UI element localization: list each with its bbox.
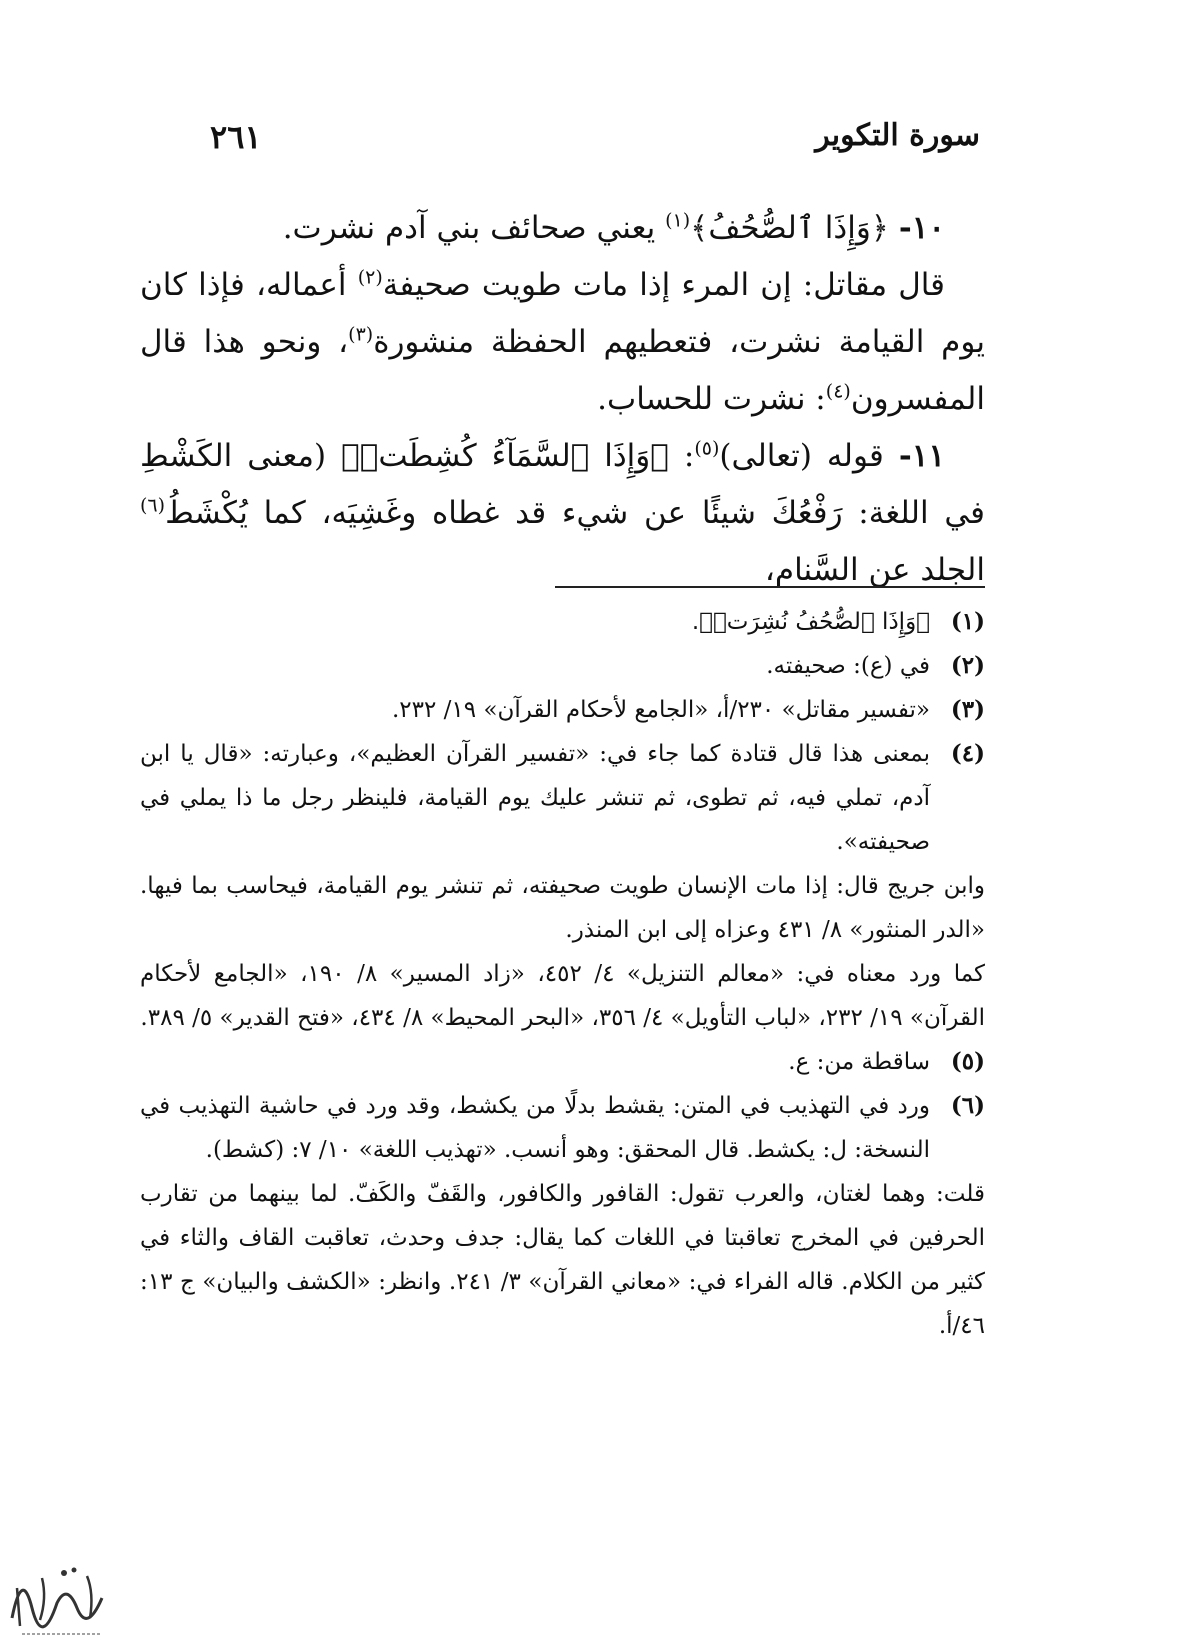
body-text: أعماله، فإذا كان يوم القيامة نشرت، فتعطيهم الحفظة منشورة bbox=[140, 267, 985, 360]
footnote-marker: (١) bbox=[950, 608, 985, 635]
verse-11-paragraph bbox=[140, 428, 985, 599]
footnote-divider bbox=[555, 586, 985, 588]
footnote-4 bbox=[140, 732, 985, 864]
footnote-5 bbox=[140, 1040, 985, 1084]
footnote-ref[interactable]: (١) bbox=[665, 209, 691, 232]
verse-10-paragraph bbox=[140, 200, 985, 257]
footnote-ref[interactable]: (٥) bbox=[694, 437, 720, 460]
footnote-marker: (٣) bbox=[950, 696, 985, 723]
footnote-text: في (ع): صحيفته. bbox=[766, 653, 930, 679]
quran-quote: ﴿وَإِذَا ٱلصُّحُفُ﴾ bbox=[690, 210, 889, 246]
body-text: : نشرت للحساب. bbox=[597, 381, 826, 417]
footnote-text: ورد في التهذيب في المتن: يقشط بدلًا من يكشط، وقد ورد في حاشية التهذيب في النسخة: ل: يكشط. قال المحقق: وهو أنسب. «تهذيب اللغة» ١٠/ ٧: (كشط). bbox=[140, 1093, 930, 1163]
body-text: يعني صحائف بني آدم نشرت. bbox=[282, 210, 656, 246]
footnote-marker: (٦) bbox=[950, 1092, 985, 1119]
page-number: ٢٦١ bbox=[210, 118, 262, 156]
footnote-ref[interactable]: (٦) bbox=[140, 494, 166, 517]
footnote-marker: (٢) bbox=[950, 652, 985, 679]
footnote-6-continued: قلت: وهما لغتان، والعرب تقول: القافور والكافور، والقَفّ والكَفّ. لما بينهما من تقارب الحرفين في المخرج تعاقبتا في اللغات كما يقال: جدف وحدث، تعاقبت القاف والثاء في كثير من الكلام. قاله الفراء في: «معاني القرآن» ٣/ ٢٤١. وانظر: «الكشف والبيان» ج ١٣: ٤٦/أ. bbox=[140, 1181, 985, 1339]
footnote-4-references: كما ورد معناه في: «معالم التنزيل» ٤/ ٤٥٢، «زاد المسير» ٨/ ١٩٠، «الجامع لأحكام القرآن» ١٩/ ٢٣٢، «لباب التأويل» ٤/ ٣٥٦، «البحر المحيط» ٨/ ٤٣٤، «فتح القدير» ٥/ ٣٨٩. bbox=[140, 961, 986, 1031]
body-text: قال مقاتل: إن المرء إذا مات طويت صحيفة bbox=[382, 267, 945, 303]
footnote-ref[interactable]: (٣) bbox=[348, 323, 374, 346]
body-text: (معنى الكَشْطِ في اللغة: رَفْعُكَ شيئًا عن شيء قد غطاه وغَشِيَه، كما يُكْشَطُ bbox=[140, 438, 985, 531]
footnote-1 bbox=[140, 600, 985, 644]
footnote-text: ساقطة من: ع. bbox=[788, 1049, 930, 1075]
footnote-text: بمعنى هذا قال قتادة كما جاء في: «تفسير القرآن العظيم»، وعبارته: «قال يا ابن آدم، تملي فيه، ثم تطوى، ثم تنشر عليك يوم القيامة، فلينظر رجل ما ذا يملي في صحيفته». bbox=[140, 741, 930, 855]
body-text: : bbox=[683, 438, 695, 474]
footnote-text: ﴿وَإِذَا ٱلصُّحُفُ نُشِرَتۡ﴾. bbox=[691, 609, 930, 635]
footnote-text: «تفسير مقاتل» ٢٣٠/أ، «الجامع لأحكام القرآن» ١٩/ ٢٣٢. bbox=[391, 697, 930, 723]
body-text: الجلد عن السَّنام، bbox=[764, 552, 985, 588]
main-text bbox=[140, 200, 985, 599]
verse-number: ١٠- bbox=[898, 210, 945, 246]
footnote-2 bbox=[140, 644, 985, 688]
body-text: قوله (تعالى) bbox=[719, 438, 884, 474]
footnote-3 bbox=[140, 688, 985, 732]
calligraphy-logo bbox=[2, 1548, 122, 1644]
footnote-marker: (٥) bbox=[950, 1048, 985, 1075]
footnote-6 bbox=[140, 1084, 985, 1172]
quran-quote: ﴿وَإِذَا ٱلسَّمَآءُ كُشِطَتۡ﴾ bbox=[341, 438, 669, 474]
footnote-ref[interactable]: (٢) bbox=[357, 266, 383, 289]
footnote-4-continued: وابن جريج قال: إذا مات الإنسان طويت صحيفته، ثم تنشر يوم القيامة، فيحاسب بما فيها. «الدر المنثور» ٨/ ٤٣١ وعزاه إلى ابن المنذر. bbox=[140, 873, 985, 943]
footnote-marker: (٤) bbox=[950, 740, 985, 767]
footnotes bbox=[140, 600, 985, 1348]
surah-title: سورة التكوير bbox=[815, 118, 980, 153]
body-text: ، ونحو هذا قال المفسرون bbox=[140, 324, 985, 417]
verse-number: ١١- bbox=[898, 438, 946, 474]
footnote-ref[interactable]: (٤) bbox=[825, 380, 851, 403]
muqatil-paragraph bbox=[140, 257, 985, 428]
page-header bbox=[210, 118, 980, 168]
